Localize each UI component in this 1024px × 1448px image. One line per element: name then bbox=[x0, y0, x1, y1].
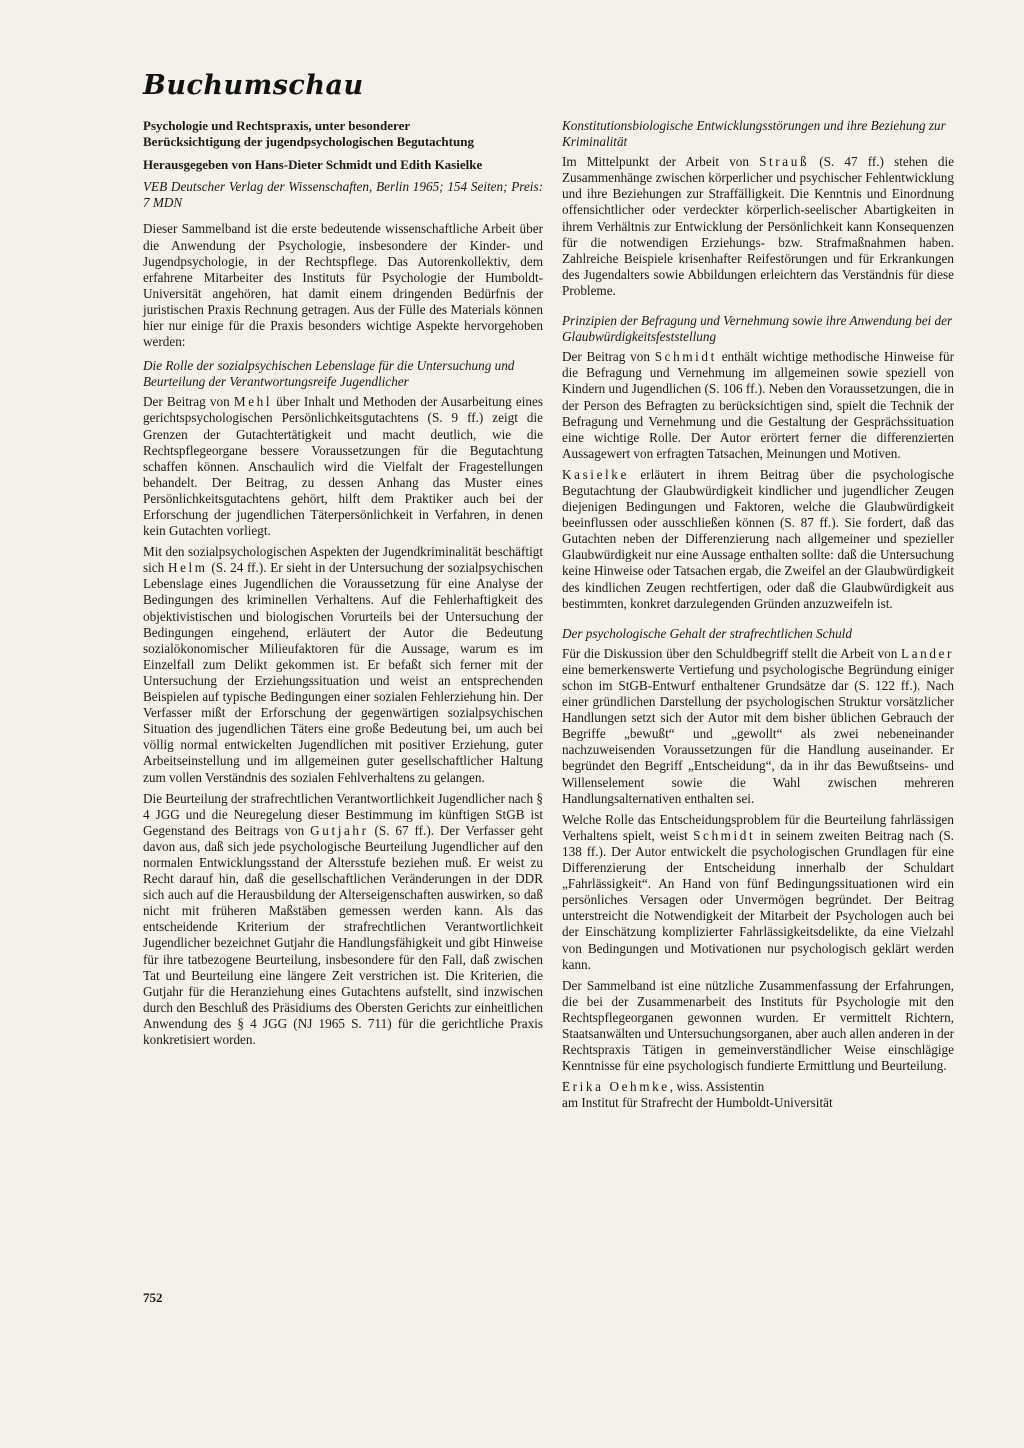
subheading-befragung: Prinzipien der Befragung und Vernehmung sowie ihre Anwendung bei der Glaubwürdigkeitsfeststellung bbox=[562, 313, 953, 345]
author-name: Lander bbox=[901, 645, 954, 661]
text: Die Beurteilung der strafrechtlichen Verantwortlichkeit Jugendlicher nach § 4 JGG und die Neuregelung dieser Bestimmung im künftigen StGB ist Gegenstand des Beitrags von bbox=[143, 790, 543, 838]
reviewer-name: Erika Oehmke bbox=[562, 1079, 670, 1095]
book-publisher: VEB Deutscher Verlag der Wissenschaften, Berlin 1965; 154 Seiten; Preis: 7 MDN bbox=[143, 179, 543, 211]
reviewer-institution: am Institut für Strafrecht der Humboldt-Universität bbox=[562, 1095, 833, 1111]
author-name: Gutjahr bbox=[310, 822, 369, 838]
reviewer-role: , wiss. Assistentin bbox=[669, 1079, 765, 1095]
text: Der Beitrag von bbox=[562, 349, 655, 365]
text: (S. 24 ff.). Er sieht in der Untersuchung der sozialpsychischen Lebenslage eines Jugendlichen die Voraussetzung für eine Analyse der Bedingungen des kriminellen Verhaltens. Auf die Fehlerhaftigkeit des objektivistischen und biologischen Vorurteils bei der Untersuchung der Bedingungen eingehend, erläutert der Autor die Bedeutung sozialökonomischer Milieufaktoren für die Aussage, warum es im Einzelfall zum Delikt gekommen ist. Er befaßt sich ferner mit der Untersuchung der Erziehungssituation und weist an entsprechenden Beispielen auf typische Bedingungen einer sozialen Fehlerziehung hin. Der Verfasser mißt der Erforschung der gegenwärtigen sozialpsychischen Situation des jugendlichen Täters eine große Bedeutung bei, um auch bei völlig normal entwickelten Jugendlichen mit positiver Erziehung, guter Arbeitseinstellung und im allgemeinen guter gesellschaftlicher Haltung zum vollen Verständnis des sozialen Fehlverhaltens zu gelangen. bbox=[143, 560, 543, 785]
text: Welche Rolle das Entscheidungsproblem für die Beurteilung fahrlässigen Verhaltens spielt, weist bbox=[562, 811, 954, 843]
author-name: Schmidt bbox=[693, 827, 756, 843]
paragraph-lander bbox=[562, 646, 954, 807]
intro-paragraph: Dieser Sammelband ist die erste bedeutende wissenschaftliche Arbeit über die Anwendung der Psychologie, insbesondere der Kinder- und Jugendpsychologie, in der Rechtspflege. Das Autorenkollektiv, dem erfahrene Mitarbeiter des Instituts für Psychologie der Humboldt-Universität angehören, hat damit einem dringenden Bedürfnis der juristischen Praxis Rechnung getragen. Aus der Fülle des Materials können hier nur einige für die Praxis besonders wichtige Aspekte hervorgehoben werden: bbox=[143, 221, 543, 350]
subheading-schuld: Der psychologische Gehalt der strafrechtlichen Schuld bbox=[562, 625, 852, 641]
paragraph-helm bbox=[143, 544, 543, 785]
author-name: Schmidt bbox=[654, 349, 717, 365]
text: enthält wichtige methodische Hinweise für die Befragung und Vernehmung im allgemeinen sowie speziell von Kindern und Jugendlichen (S. 106 ff.). Neben den Voraussetzungen, die in der Person des Befragten zu berücksichtigen sind, spielt die Technik der Befragung und Vernehmung und die Gestaltung der Gesprächssituation eine wichtige Rolle. Der Autor erörtert ferner die differenzierten Aussagewert von erfragten Tatsachen, Meinungen und Motiven. bbox=[562, 349, 954, 461]
author-name: Mehl bbox=[233, 394, 273, 410]
section-header: Buchumschau bbox=[143, 70, 364, 101]
page-number: 752 bbox=[143, 1290, 163, 1305]
paragraph-summary: Der Sammelband ist eine nützliche Zusammenfassung der Erfahrungen, die bei der Zusammenarbeit des Instituts für Psychologie mit den Rechtspflegeorganen gewonnen wurden. Er vermittelt Richtern, Staatsanwälten und Untersuchungsorganen, aber auch allen anderen in der Rechtspraxis Tätigen in gemeinverständlicher Weise einschlägige Kenntnisse für eine psychologisch fundierte Ermittlung und Beurteilung. bbox=[562, 977, 954, 1074]
book-title: Psychologie und Rechtspraxis, unter besonderer Berücksichtigung der jugendpsychologischen Begutachtung bbox=[143, 118, 474, 150]
paragraph-gutjahr bbox=[143, 791, 543, 1049]
text: in seinem zweiten Beitrag nach (S. 138 ff.). Der Autor entwickelt die psychologischen Grundlagen für eine Differenzierung der Entscheidung innerhalb der Schuldart „Fahrlässigkeit“. An Hand von fünf Bedingungssituationen wird ein persönliches Versagen oder Unvermögen begründet. Der Beitrag unterstreicht die Notwendigkeit der Mitarbeit der Psychologen auch bei der Einschätzung komplizierter Fahrlässigkeitsdelikte, da eine Vielzahl von Bedingungen und Motivationen nur psychologisch geklärt werden kann. bbox=[562, 827, 954, 972]
subheading-konstitution: Konstitutionsbiologische Entwicklungsstörungen und ihre Beziehung zur Kriminalität bbox=[562, 118, 946, 150]
left-column bbox=[143, 118, 543, 1053]
paragraph-strauss bbox=[562, 154, 954, 299]
text: Mit den sozialpsychologischen Aspekten der Jugendkriminalität beschäftigt sich bbox=[143, 544, 543, 576]
book-editors: Herausgegeben von Hans-Dieter Schmidt und Edith Kasielke bbox=[143, 156, 483, 172]
right-column bbox=[562, 118, 954, 1111]
text: (S. 67 ff.). Der Verfasser geht davon aus, daß sich jede psychologische Beurteilung Jugendlicher auf den normalen Entwicklungsstand der Altersstufe beziehen muß. Er weist zu Recht darauf hin, daß die gesellschaftlichen Veränderungen in der DDR sich auch auf die Herausbildung der Alterseigenschaften auswirken, so daß nicht mit früheren Maßstäben gemessen werden kann. Als das entscheidende Kriterium der strafrechtlichen Verantwortlichkeit Jugendlicher bezeichnet Gutjahr die Handlungsfähigkeit und gibt Hinweise für ihre tatbezogene Beurteilung, insbesondere für den Fall, daß zwischen Tat und Beurteilung eine längere Zeit verstrichen ist. Die Kriterien, die Gutjahr für die Heranziehung eines Gutachtens aufstellt, sind inzwischen durch den Beschluß des Präsidiums des Obersten Gerichts zur einheitlichen Anwendung des § 4 JGG (NJ 1965 S. 711) für die gerichtliche Praxis konkretisiert worden. bbox=[143, 822, 543, 1047]
signature bbox=[562, 1079, 954, 1111]
author-name: Strauß bbox=[759, 154, 810, 170]
paragraph-kasielke bbox=[562, 467, 954, 612]
text: Im Mittelpunkt der Arbeit von bbox=[562, 154, 760, 170]
text: Für die Diskussion über den Schuldbegriff stellt die Arbeit von bbox=[562, 645, 902, 661]
paragraph-schmidt bbox=[562, 349, 954, 462]
text: über Inhalt und Methoden der Ausarbeitung eines gerichtspsychologischen Persönlichkeitsgutachtens (S. 9 ff.) zeigt die Grenzen der Gutachtertätigkeit und macht deutlich, wie die Rechtspflegeorgane bessere Voraussetzungen für die Begutachtung schaffen können. Anschaulich wird die Vielfalt der Fragestellungen behandelt. Der Beitrag, zu dessen Anhang das Muster eines Persönlichkeitsgutachtens gehört, hilft dem Praktiker auch bei der Erforschung der jugendlichen Täterpersönlichkeit in Verfahren, in denen kein Gutachten vorliegt. bbox=[143, 394, 543, 539]
subheading-rolle: Die Rolle der sozialpsychischen Lebenslage für die Untersuchung und Beurteilung der Verantwortungsreife Jugendlicher bbox=[143, 358, 515, 390]
author-name: Kasielke bbox=[562, 466, 629, 482]
text: Der Beitrag von bbox=[143, 394, 234, 410]
text: erläutert in ihrem Beitrag über die psychologische Begutachtung der Glaubwürdigkeit kindlicher und jugendlicher Zeugen diejenigen Bedingungen und Faktoren, welche die Glaubwürdigkeit beeinflussen oder ausschließen können (S. 87 ff.). Sie fordert, daß das Gutachten neben der Differenzierung nach allgemeiner und spezieller Glaubwürdigkeit nur eine Aussage enthalten sollte: daß die Untersuchung keine Hinweise oder Tatsachen ergab, die Zweifel an der Glaubwürdigkeit des kindlichen Zeugen rechtfertigen, oder daß die Glaubwürdigkeit aus bestimmten, konkret darzulegenden Gründen anzuzweifeln ist. bbox=[562, 466, 954, 611]
paragraph-mehl bbox=[143, 394, 543, 539]
author-name: Helm bbox=[167, 560, 208, 576]
text: (S. 47 ff.) stehen die Zusammenhänge zwischen körperlicher und psychischer Fehlentwicklung und ihre Beziehungen zur Straffälligkeit. Die Kenntnis und Einordnung offensichtlicher oder verdeckter körperlich-seelischer Abartigkeiten in ihrem Verhältnis zur Entwicklung der Persönlichkeit kann Konsequenzen für die notwendigen Erziehungs- bzw. Strafmaßnahmen haben. Zahlreiche Beispiele krisenhafter Reifestörungen und für Erkrankungen des Jugendalters sowie Abbildungen erleichtern das Verständnis für diese Probleme. bbox=[562, 154, 954, 298]
paragraph-schmidt-2 bbox=[562, 812, 954, 973]
text: eine bemerkenswerte Vertiefung und psychologische Begründung einiger schon im StGB-Entwurf enthaltener Grundsätze dar (S. 122 ff.). Nach einer gründlichen Darstellung der psychologischen Struktur vorsätzlicher Handlungen setzt sich der Autor mit dem bisher üblichen Gebrauch der Begriffe „bewußt“ und „gewollt“ als zwei nebeneinander nachzuweisenden Voraussetzungen für die Handlung auseinander. Er begründet den Begriff „Entscheidung“, da in ihr das Bewußtseins- und Willenselement sowie die Wahl zwischen mehreren Handlungsalternativen enthalten sei. bbox=[562, 661, 954, 806]
